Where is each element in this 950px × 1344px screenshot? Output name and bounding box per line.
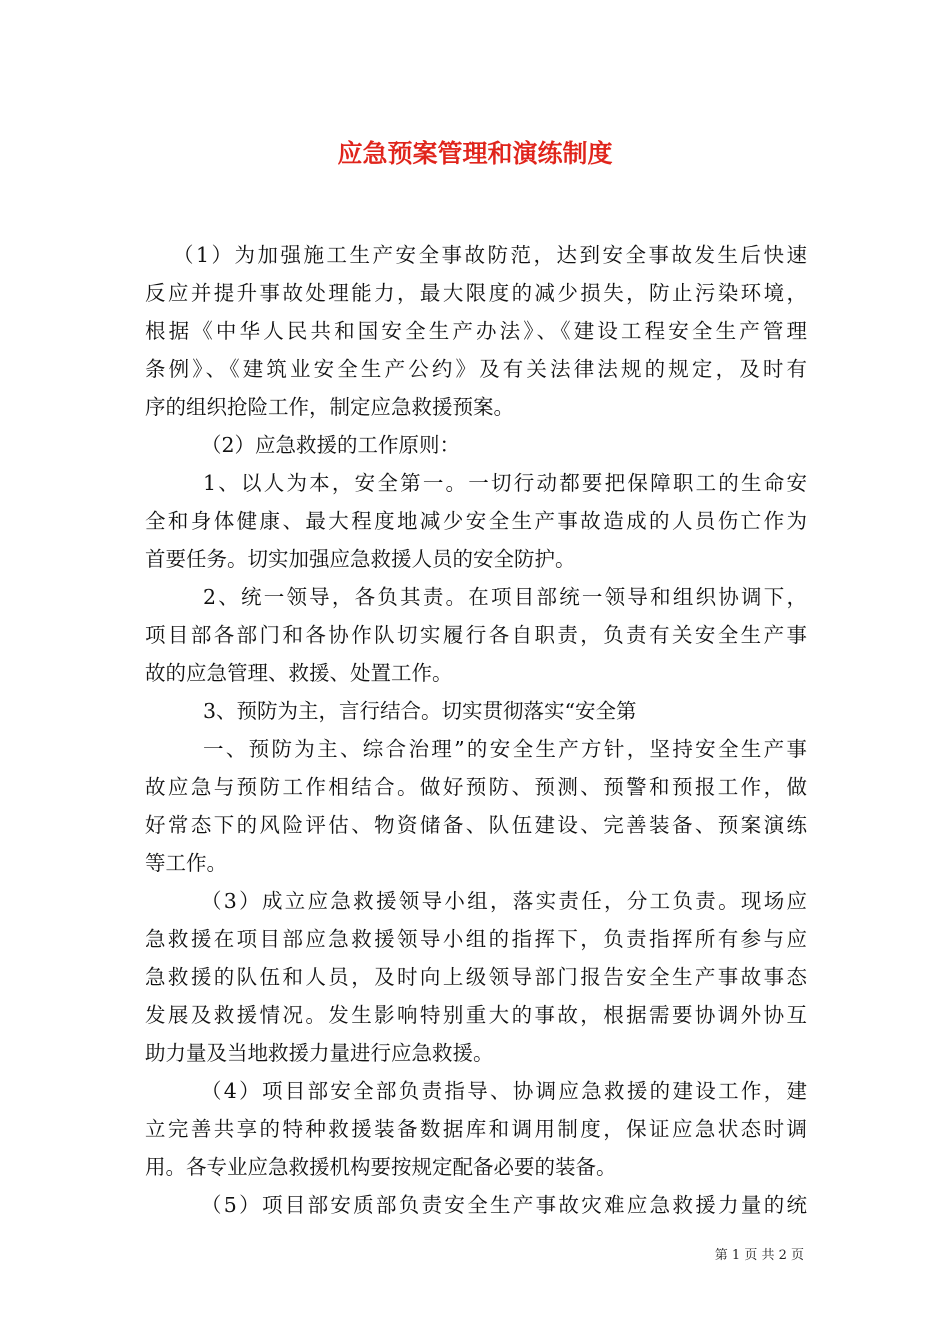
text-line: 2、统一领导，各负其责。在项目部统一领导和组织协调下，: [203, 585, 807, 609]
text-line: 立完善共享的特种救援装备数据库和调用制度，保证应急状态时调: [145, 1117, 807, 1141]
text-line: （2）应急救援的工作原则：: [201, 433, 461, 457]
text-line: 急救援在项目部应急救援领导小组的指挥下，负责指挥所有参与应: [145, 927, 807, 951]
text-line: 一、预防为主、综合治理”的安全生产方针，坚持安全生产事: [203, 737, 807, 761]
page-number: 第 1 页 共 2 页: [714, 1248, 804, 1263]
text-line: 故的应急管理、救援、处置工作。: [145, 661, 453, 685]
text-line: 条例》、《建筑业安全生产公约》及有关法律法规的规定，及时有: [145, 357, 807, 381]
text-line: 1、以人为本，安全第一。一切行动都要把保障职工的生命安: [203, 471, 807, 495]
text-line: 根据《中华人民共和国安全生产办法》、《建设工程安全生产管理: [145, 319, 807, 343]
text-line: 序的组织抢险工作，制定应急救援预案。: [145, 395, 514, 419]
text-line: 等工作。: [145, 851, 227, 875]
text-line: 用。各专业应急救援机构要按规定配备必要的装备。: [145, 1155, 617, 1179]
text-line: 项目部各部门和各协作队切实履行各自职责，负责有关安全生产事: [145, 623, 807, 647]
text-line: 故应急与预防工作相结合。做好预防、预测、预警和预报工作，做: [145, 775, 807, 799]
text-line: 助力量及当地救援力量进行应急救援。: [145, 1041, 494, 1065]
text-line: （5）项目部安质部负责安全生产事故灾难应急救援力量的统: [201, 1193, 807, 1217]
text-line: （4）项目部安全部负责指导、协调应急救援的建设工作，建: [201, 1079, 807, 1103]
text-line: 急救援的队伍和人员，及时向上级领导部门报告安全生产事故事态: [145, 965, 807, 989]
text-line: （3）成立应急救援领导小组，落实责任，分工负责。现场应: [201, 889, 807, 913]
document-title: 应急预案管理和演练制度: [337, 139, 613, 168]
text-line: 首要任务。切实加强应急救援人员的安全防护。: [145, 547, 576, 571]
text-line: 全和身体健康、最大程度地减少安全生产事故造成的人员伤亡作为: [145, 509, 807, 533]
text-line: 3、预防为主，言行结合。切实贯彻落实“安全第: [203, 699, 637, 723]
document-body: [145, 236, 807, 1224]
text-line: 发展及救援情况。发生影响特别重大的事故，根据需要协调外协互: [145, 1003, 807, 1027]
text-line: （1）为加强施工生产安全事故防范，达到安全事故发生后快速: [173, 243, 807, 267]
text-line: 好常态下的风险评估、物资储备、队伍建设、完善装备、预案演练: [145, 813, 807, 837]
text-line: 反应并提升事故处理能力，最大限度的减少损失，防止污染环境，: [145, 281, 807, 305]
